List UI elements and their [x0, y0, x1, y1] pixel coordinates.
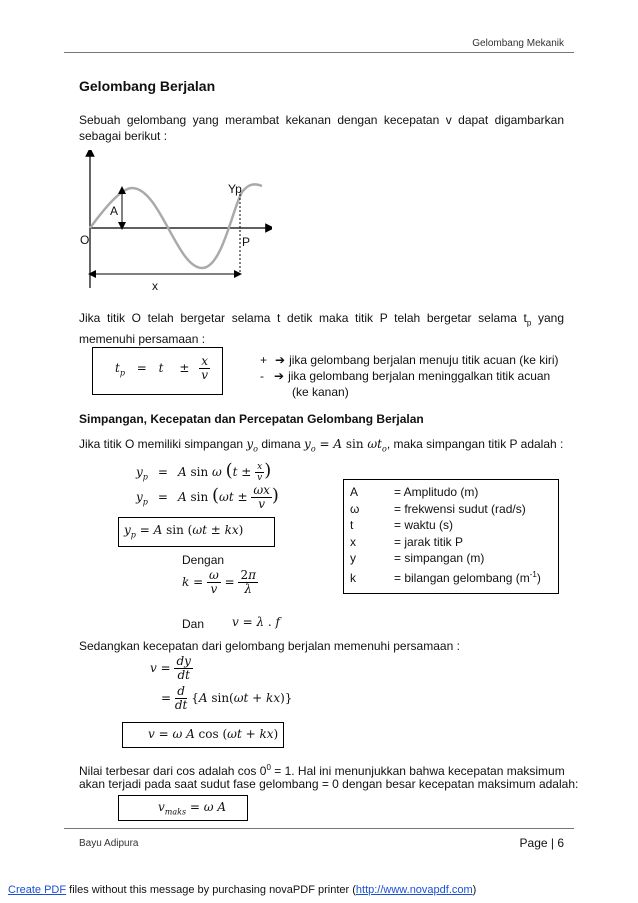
- note-minus: - ➔ jika gelombang berjalan meninggalkan titik acuan: [260, 369, 551, 383]
- k-equation: k = $\frac{\omega}{v}$ = $\frac{2\pi}{\lambda}$: [182, 568, 256, 596]
- velocity-paragraph: Sedangkan kecepatan dari gelombang berjalan memenuhi persamaan :: [79, 639, 460, 653]
- yp-formula: $y_p = A$ sin (ωt ± kx): [124, 523, 244, 540]
- note-minus-2: (ke kanan): [292, 385, 349, 399]
- dengan-label: Dengan: [182, 553, 225, 567]
- create-pdf-link[interactable]: Create PDF: [8, 884, 67, 896]
- yp-equation-1: $y_p = A$ sin ω (t ± $\frac{x}{v}$ ): [136, 460, 272, 483]
- section-heading: Gelombang Berjalan: [79, 78, 216, 94]
- label-yp: Yp: [228, 182, 242, 196]
- tp-paragraph: Jika titik O telah bergetar selama t detik maka titik P telah bergetar selama $t_p$ yang memenuhi persamaan :: [79, 311, 565, 347]
- section-2-text: Jika titik O memiliki simpangan $y_o$ dimana $y_o = A$ $\sin \omega t_o$, maka simpangan titik P adalah :: [79, 437, 564, 454]
- yp-equation-2: $y_p = A$ sin (ωt ± $\frac{\omega x}{v}$ ): [136, 483, 279, 511]
- novapdf-banner: Create PDF files without this message by purchasing novaPDF printer (http://www.novapdf.com): [8, 884, 477, 896]
- intro-paragraph: Sebuah gelombang yang merambat kekanan dengan kecepatan v dapat digambarkan sebagai berikut :: [79, 113, 564, 143]
- novapdf-url-link[interactable]: http://www.novapdf.com: [355, 884, 473, 896]
- v-lambda-equation: v = λ . f: [232, 615, 280, 629]
- legend-row: y = simpangan (m): [350, 551, 485, 565]
- legend-row: A = Amplitudo (m): [350, 485, 479, 499]
- legend-row: ω = frekwensi sudut (rad/s): [350, 501, 526, 516]
- label-p: P: [242, 235, 251, 249]
- legend-list: [350, 484, 541, 586]
- legend-row: t = waktu (s): [350, 518, 454, 532]
- label-x: x: [152, 279, 158, 293]
- formula-tp: $t_p = t$ ± $\frac{x}{v}$: [115, 354, 208, 382]
- footer-author: Bayu Adipura: [79, 838, 139, 849]
- wave-figure: [72, 150, 272, 300]
- vmax-formula: $v_{maks} = \omega$ A: [158, 800, 227, 817]
- legend-row: x = jarak titik P: [350, 534, 464, 549]
- max-paragraph-line1: Nilai terbesar dari cos adalah $\cos 0^0 = 1$. Hal ini menunjukkan bahwa kecepatan maksimum: [79, 763, 565, 778]
- footer-page: Page | 6: [519, 836, 564, 850]
- label-a: A: [110, 204, 119, 218]
- header-rule: [64, 52, 574, 53]
- dan-label: Dan: [182, 617, 205, 631]
- section-2-heading: Simpangan, Kecepatan dan Percepatan Gelombang Berjalan: [79, 412, 424, 426]
- v-derivative-1: v = $\frac{dy}{dt}$: [150, 654, 191, 682]
- running-header: Gelombang Mekanik: [472, 38, 564, 49]
- v-derivative-2: = $\frac{d}{dt}$ {A sin(ωt + kx)}: [161, 684, 293, 712]
- label-o: O: [80, 233, 90, 247]
- legend-row: k = bilangan gelombang $(m^{-1})$: [350, 569, 541, 585]
- footer-rule: [64, 828, 574, 829]
- max-paragraph-line2: akan terjadi pada saat sudut fase gelombang = 0 dengan besar kecepatan maksimum adalah:: [79, 777, 579, 791]
- velocity-formula: v = ω A cos (ωt + kx): [148, 727, 279, 741]
- note-plus: + ➔ jika gelombang berjalan menuju titik acuan (ke kiri): [260, 353, 559, 367]
